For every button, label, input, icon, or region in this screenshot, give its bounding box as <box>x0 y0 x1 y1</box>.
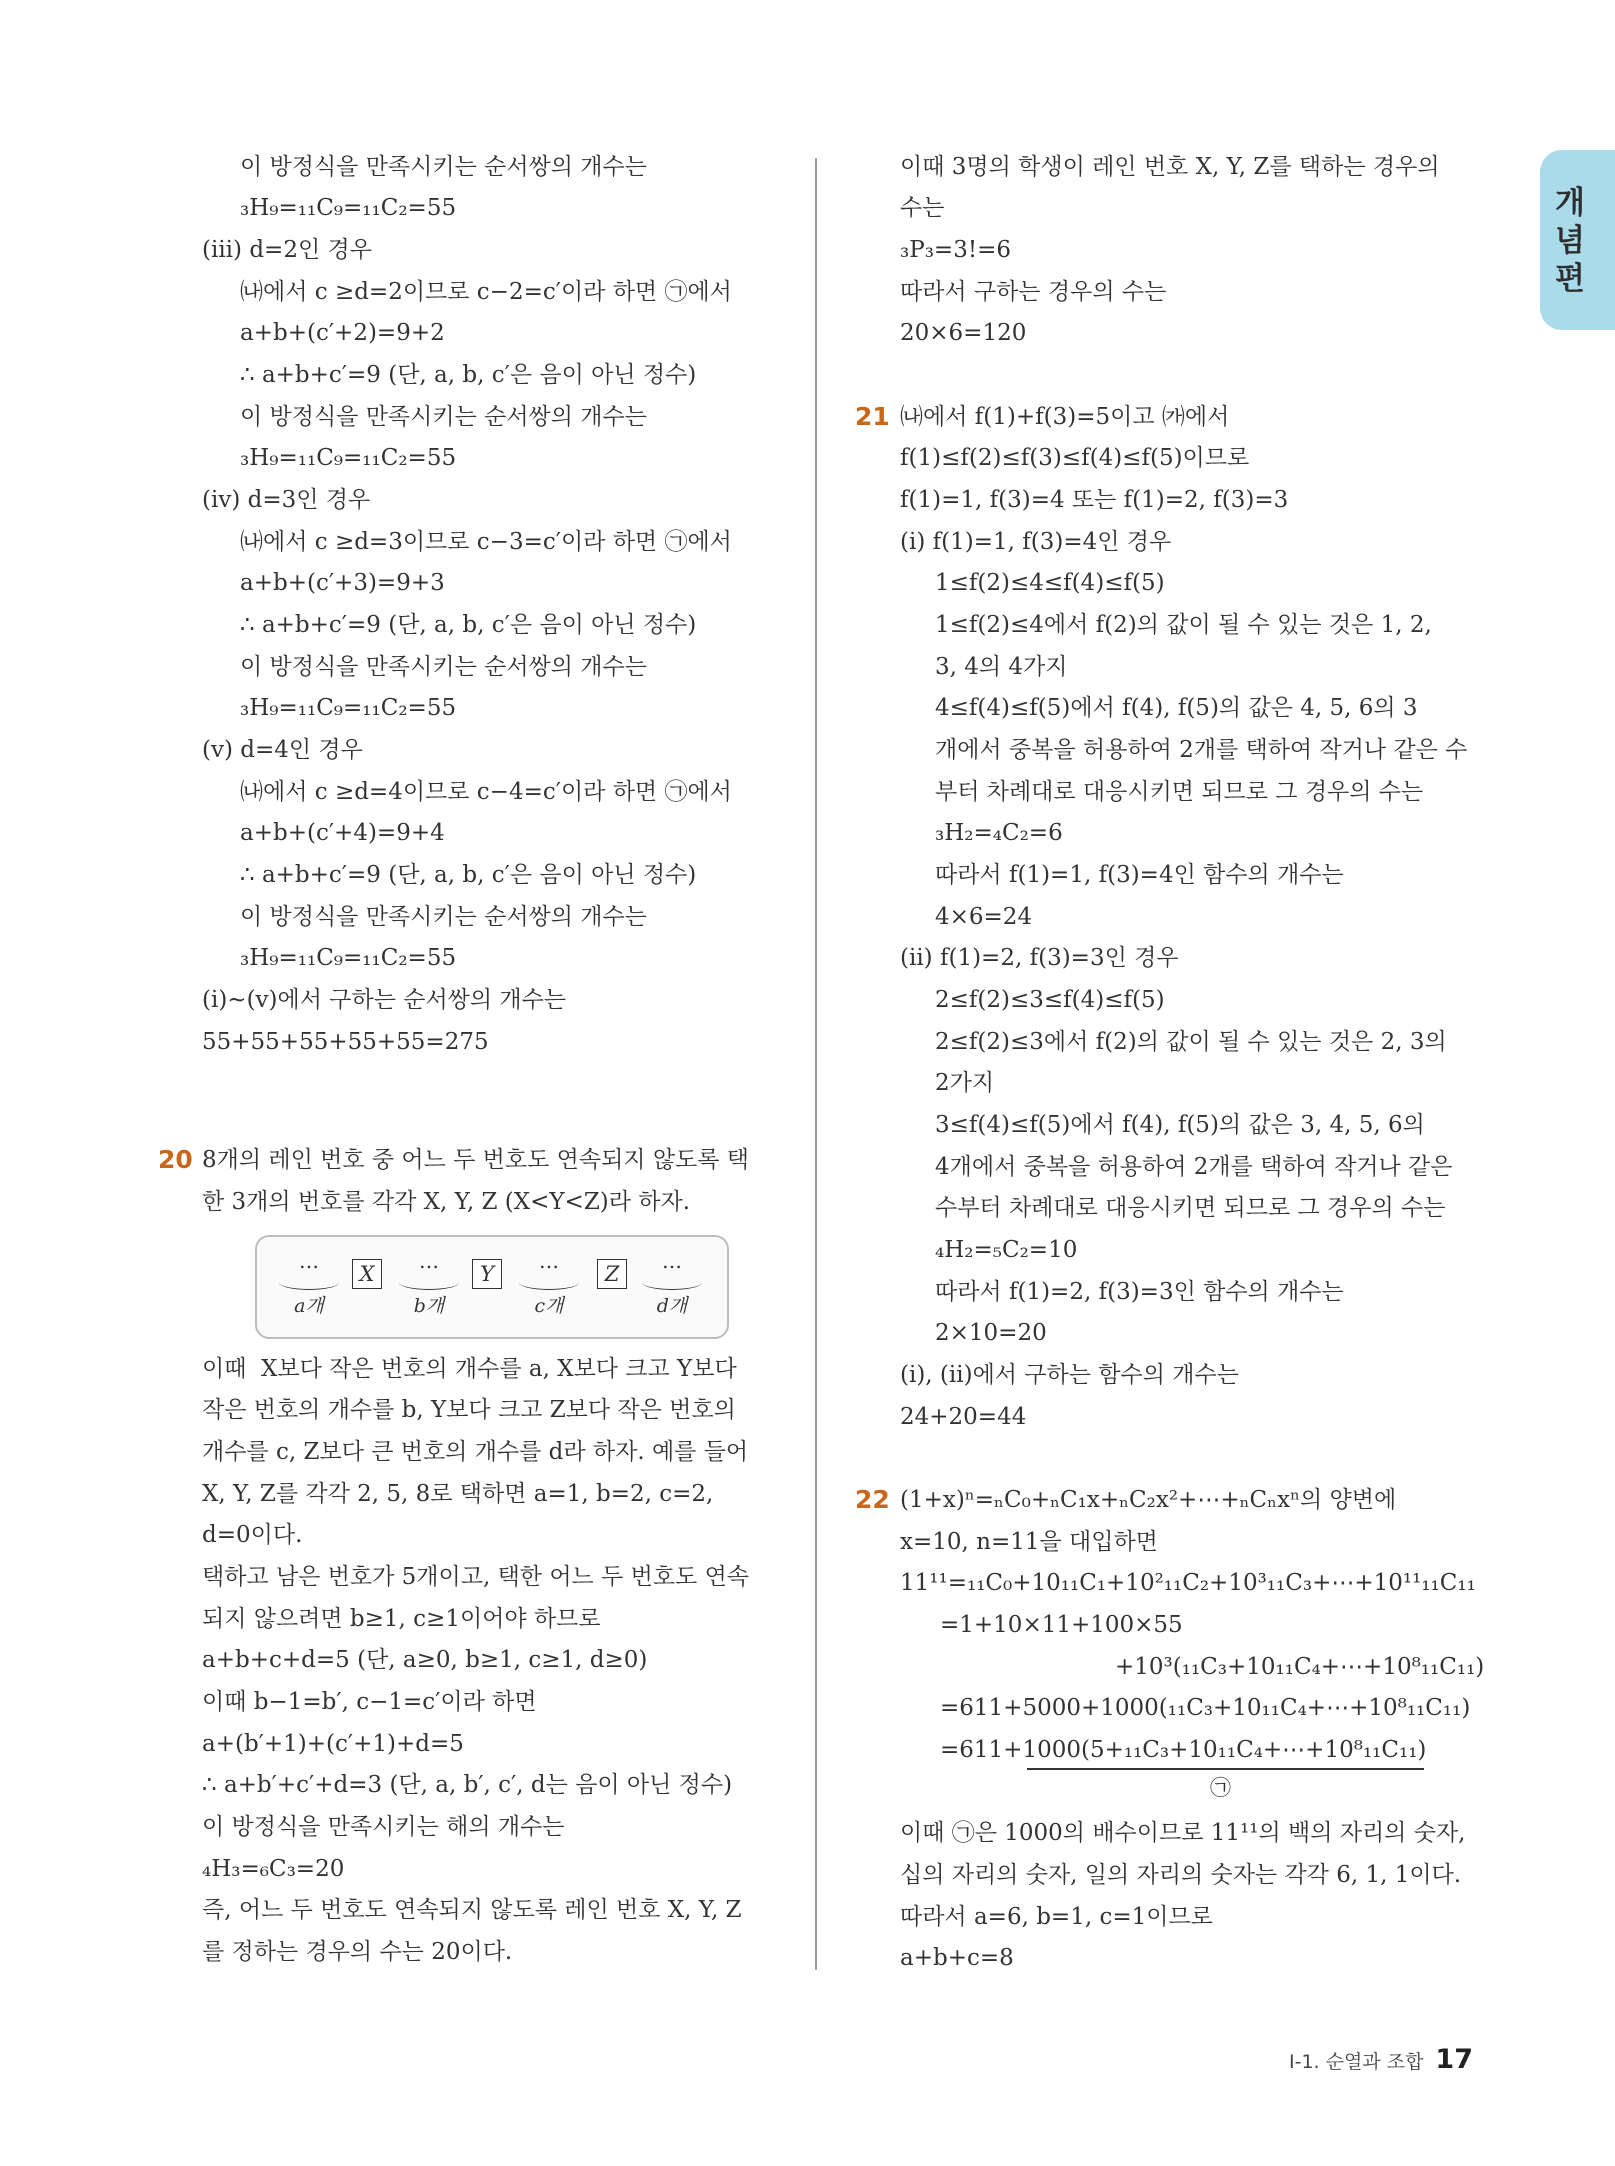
text-line: 이때 X보다 작은 번호의 개수를 a, X보다 크고 Y보다 <box>202 1356 737 1382</box>
text-line: 55+55+55+55+55=275 <box>202 1029 489 1055</box>
text-line: 수는 <box>900 195 945 221</box>
text-line: 1≤f(2)≤4≤f(4)≤f(5) <box>935 570 1165 596</box>
text-line: 3, 4의 4가지 <box>935 654 1068 680</box>
text-line: x=10, n=11을 대입하면 <box>900 1529 1158 1555</box>
text-line: ㈏에서 c ≥d=2이므로 c−2=c′이라 하면 ㉠에서 <box>240 279 732 305</box>
text-line: 이때 ㉠은 1000의 배수이므로 11¹¹의 백의 자리의 숫자, <box>900 1820 1466 1846</box>
column-divider <box>815 158 817 1970</box>
label-c: c개 <box>534 1295 564 1317</box>
brace <box>279 1275 339 1290</box>
text-line: 이 방정식을 만족시키는 순서쌍의 개수는 <box>240 404 647 430</box>
lane-diagram <box>255 1235 729 1339</box>
page-footer <box>1289 2044 1473 2075</box>
text-line: 이때 b−1=b′, c−1=c′이라 하면 <box>202 1689 537 1715</box>
brace <box>399 1275 459 1290</box>
text-line: (iv) d=3인 경우 <box>202 487 371 513</box>
text-line: (i), (ii)에서 구하는 함수의 개수는 <box>900 1362 1239 1388</box>
text-line: ∴ a+b+c′=9 (단, a, b, c′은 음이 아닌 정수) <box>240 612 697 638</box>
text-line: a+b+(c′+4)=9+4 <box>240 820 445 846</box>
text-line: 이 방정식을 만족시키는 순서쌍의 개수는 <box>240 154 647 180</box>
text-line: (i) f(1)=1, f(3)=4인 경우 <box>900 529 1172 555</box>
text-line: 따라서 a=6, b=1, c=1이므로 <box>900 1904 1213 1930</box>
text-line: ∴ a+b+c′=9 (단, a, b, c′은 음이 아닌 정수) <box>240 862 697 888</box>
label-d: d개 <box>656 1295 688 1317</box>
problem-number: 22 <box>855 1485 890 1514</box>
dots: … <box>299 1249 319 1273</box>
text-line: 개수를 c, Z보다 큰 번호의 개수를 d라 하자. 예를 들어 <box>202 1439 749 1465</box>
text-line: 2≤f(2)≤3에서 f(2)의 값이 될 수 있는 것은 2, 3의 <box>935 1029 1447 1055</box>
text-line: =1+10×11+100×55 <box>940 1612 1183 1638</box>
text-line: ₃H₉=₁₁C₉=₁₁C₂=55 <box>240 195 457 221</box>
text-line: 십의 자리의 숫자, 일의 자리의 숫자는 각각 6, 1, 1이다. <box>900 1862 1462 1888</box>
text-line: a+b+c=8 <box>900 1945 1014 1971</box>
text-line: X, Y, Z를 각각 2, 5, 8로 택하면 a=1, b=2, c=2, <box>202 1481 714 1507</box>
box-y: Y <box>472 1259 502 1289</box>
text-line: =611+5000+1000(₁₁C₃+10₁₁C₄+⋯+10⁸₁₁C₁₁) <box>940 1695 1471 1721</box>
text-line: 되지 않으려면 b≥1, c≥1이어야 하므로 <box>202 1606 601 1632</box>
text-line: a+(b′+1)+(c′+1)+d=5 <box>202 1731 464 1757</box>
text-line: =611+1000(5+₁₁C₃+10₁₁C₄+⋯+10⁸₁₁C₁₁) <box>940 1737 1427 1763</box>
text-line: 8개의 레인 번호 중 어느 두 번호도 연속되지 않도록 택 <box>202 1147 750 1173</box>
dots: … <box>419 1249 439 1273</box>
text-line: 수부터 차례대로 대응시키면 되므로 그 경우의 수는 <box>935 1195 1446 1221</box>
text-line: 한 3개의 번호를 각각 X, Y, Z (X<Y<Z)라 하자. <box>202 1189 691 1215</box>
section-title: Ⅰ-1. 순열과 조합 <box>1288 2051 1424 2073</box>
problem-number: 21 <box>855 402 890 431</box>
text-line: 2가지 <box>935 1070 995 1096</box>
brace <box>642 1275 702 1290</box>
text-line: 이 방정식을 만족시키는 순서쌍의 개수는 <box>240 654 647 680</box>
circled-label: ㉠ <box>1210 1776 1231 1800</box>
text-line: a+b+c+d=5 (단, a≥0, b≥1, c≥1, d≥0) <box>202 1647 648 1673</box>
text-line: f(1)≤f(2)≤f(3)≤f(4)≤f(5)이므로 <box>900 445 1250 471</box>
label-b: b개 <box>413 1295 445 1317</box>
text-line: ∴ a+b+c′=9 (단, a, b, c′은 음이 아닌 정수) <box>240 362 697 388</box>
text-line: ₃P₃=3!=6 <box>900 237 1011 263</box>
box-x: X <box>352 1259 382 1289</box>
text-line: 부터 차례대로 대응시키면 되므로 그 경우의 수는 <box>935 779 1424 805</box>
text-line: d=0이다. <box>202 1522 303 1548</box>
text-line: 1≤f(2)≤4에서 f(2)의 값이 될 수 있는 것은 1, 2, <box>935 612 1432 638</box>
equation-underline <box>1027 1768 1424 1770</box>
text-line: f(1)=1, f(3)=4 또는 f(1)=2, f(3)=3 <box>900 487 1289 513</box>
text-line: +10³(₁₁C₃+10₁₁C₄+⋯+10⁸₁₁C₁₁) <box>1115 1654 1485 1680</box>
text-line: 즉, 어느 두 번호도 연속되지 않도록 레인 번호 X, Y, Z <box>202 1897 742 1923</box>
text-line: a+b+(c′+2)=9+2 <box>240 320 445 346</box>
text-line: ㈏에서 c ≥d=3이므로 c−3=c′이라 하면 ㉠에서 <box>240 529 732 555</box>
text-line: ㈏에서 c ≥d=4이므로 c−4=c′이라 하면 ㉠에서 <box>240 779 732 805</box>
text-line: 11¹¹=₁₁C₀+10₁₁C₁+10²₁₁C₂+10³₁₁C₃+⋯+10¹¹₁₁C₁₁ <box>900 1570 1476 1596</box>
text-line: 택하고 남은 번호가 5개이고, 택한 어느 두 번호도 연속 <box>202 1564 750 1590</box>
page-number: 17 <box>1435 2044 1473 2075</box>
text-line: 4개에서 중복을 허용하여 2개를 택하여 작거나 같은 <box>935 1154 1453 1180</box>
text-line: 4≤f(4)≤f(5)에서 f(4), f(5)의 값은 4, 5, 6의 3 <box>935 695 1418 721</box>
dots: … <box>539 1249 559 1273</box>
text-line: 이때 3명의 학생이 레인 번호 X, Y, Z를 택하는 경우의 <box>900 154 1440 180</box>
section-tab <box>1540 150 1615 330</box>
text-line: 2≤f(2)≤3≤f(4)≤f(5) <box>935 987 1165 1013</box>
text-line: ₄H₂=₅C₂=10 <box>935 1237 1078 1263</box>
text-line: 2×10=20 <box>935 1320 1047 1346</box>
text-line: (v) d=4인 경우 <box>202 737 363 763</box>
section-tab-label: 개 념 편 <box>1555 185 1585 297</box>
text-line: ₃H₉=₁₁C₉=₁₁C₂=55 <box>240 445 457 471</box>
text-line: (1+x)ⁿ=ₙC₀+ₙC₁x+ₙC₂x²+⋯+ₙCₙxⁿ의 양변에 <box>900 1487 1397 1513</box>
dots: … <box>662 1249 682 1273</box>
text-line: (i)~(v)에서 구하는 순서쌍의 개수는 <box>202 987 567 1013</box>
label-a: a개 <box>294 1295 324 1317</box>
text-line: ∴ a+b′+c′+d=3 (단, a, b′, c′, d는 음이 아닌 정수) <box>202 1772 733 1798</box>
text-line: 20×6=120 <box>900 320 1027 346</box>
text-line: 작은 번호의 개수를 b, Y보다 크고 Z보다 작은 번호의 <box>202 1397 736 1423</box>
text-line: 24+20=44 <box>900 1404 1027 1430</box>
brace <box>519 1275 579 1290</box>
text-line: (iii) d=2인 경우 <box>202 237 372 263</box>
text-line: 를 정하는 경우의 수는 20이다. <box>202 1939 513 1965</box>
text-line: (ii) f(1)=2, f(3)=3인 경우 <box>900 945 1179 971</box>
text-line: 4×6=24 <box>935 904 1033 930</box>
box-z: Z <box>597 1259 627 1289</box>
text-line: 따라서 구하는 경우의 수는 <box>900 279 1167 305</box>
problem-number: 20 <box>158 1145 193 1174</box>
text-line: 3≤f(4)≤f(5)에서 f(4), f(5)의 값은 3, 4, 5, 6의 <box>935 1112 1425 1138</box>
text-line: ₃H₂=₄C₂=6 <box>935 820 1063 846</box>
text-line: 따라서 f(1)=1, f(3)=4인 함수의 개수는 <box>935 862 1344 888</box>
text-line: ㈏에서 f(1)+f(3)=5이고 ㈎에서 <box>900 404 1230 430</box>
text-line: ₃H₉=₁₁C₉=₁₁C₂=55 <box>240 695 457 721</box>
text-line: 이 방정식을 만족시키는 해의 개수는 <box>202 1814 565 1840</box>
text-line: a+b+(c′+3)=9+3 <box>240 570 445 596</box>
text-line: ₃H₉=₁₁C₉=₁₁C₂=55 <box>240 945 457 971</box>
text-line: 개에서 중복을 허용하여 2개를 택하여 작거나 같은 수 <box>935 737 1468 763</box>
text-line: 따라서 f(1)=2, f(3)=3인 함수의 개수는 <box>935 1279 1344 1305</box>
text-line: ₄H₃=₆C₃=20 <box>202 1856 345 1882</box>
text-line: 이 방정식을 만족시키는 순서쌍의 개수는 <box>240 904 647 930</box>
